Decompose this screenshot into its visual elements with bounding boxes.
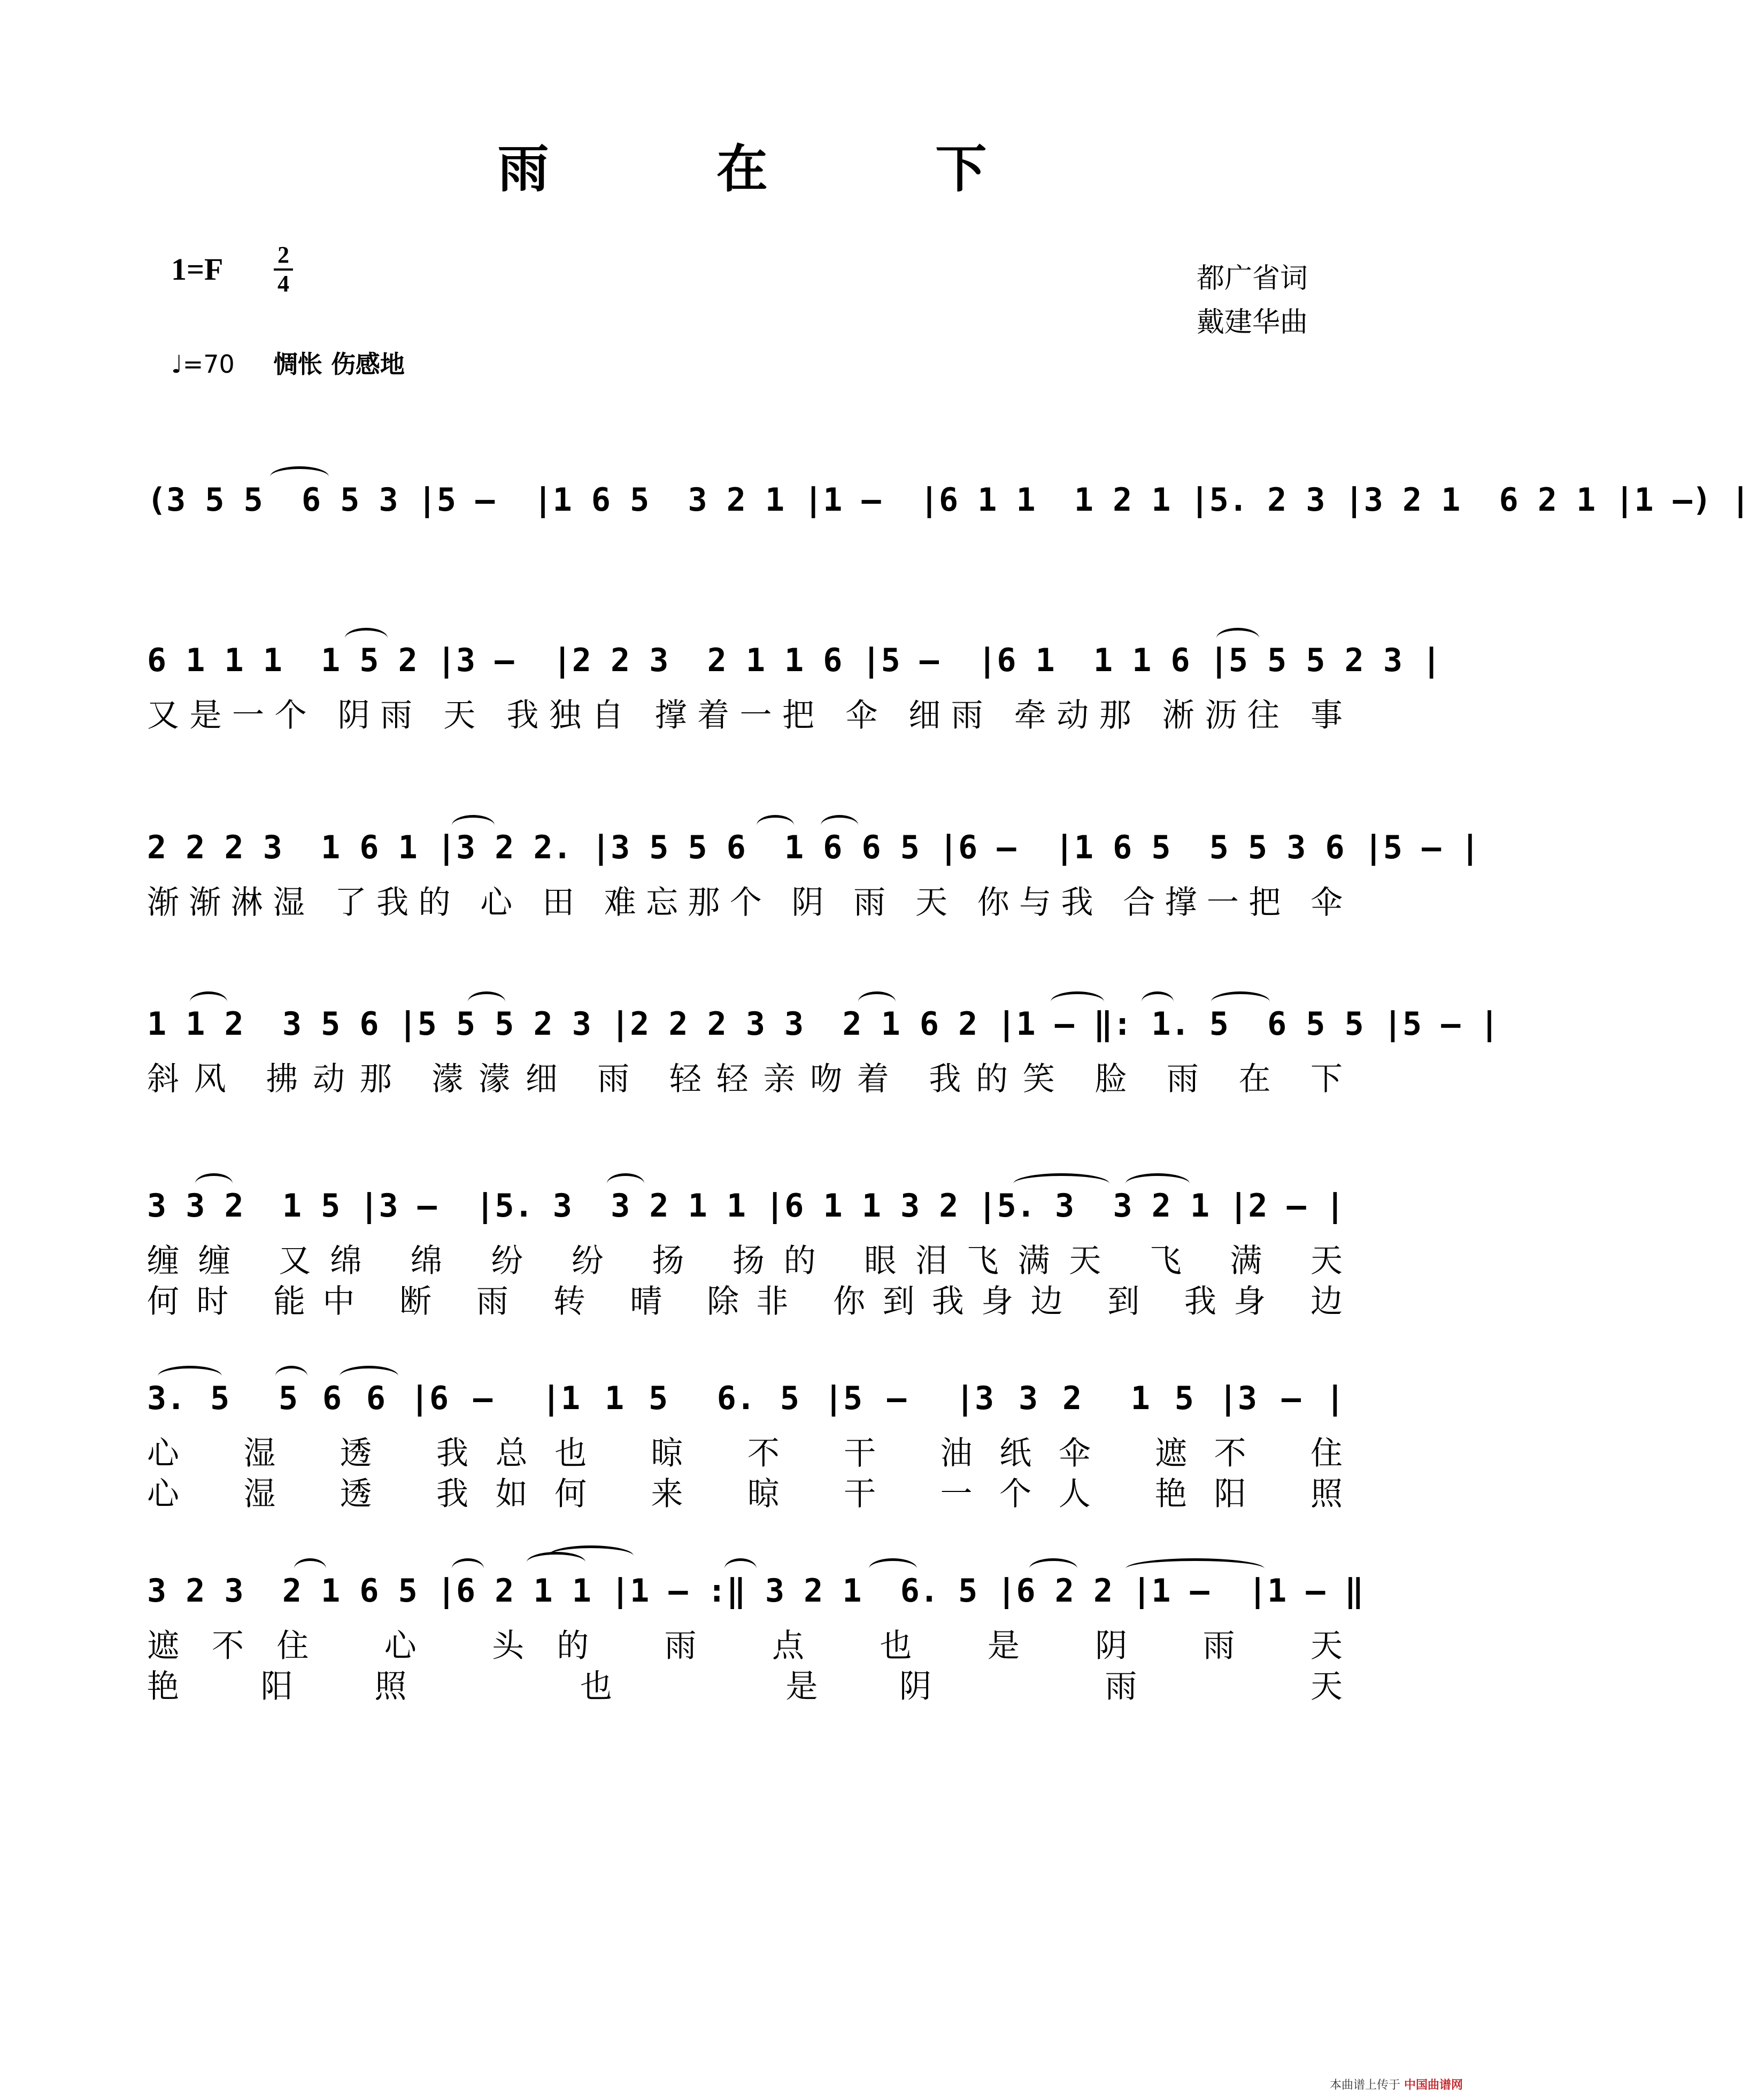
slur-mark [821, 815, 858, 836]
lyrics-verse-2: 何时 能中 断 雨 转 晴 除非 你到我身边 到 我身 边 [147, 1283, 1345, 1320]
slur-mark [452, 815, 495, 836]
time-signature-top: 2 [277, 242, 289, 268]
fermata-mark [1029, 1558, 1077, 1579]
slur-mark [340, 1366, 398, 1387]
notes-line: 2 2 2 3 1 6 1 |3 2 2. |3 5 5 6 1 6 6 5 |6 – |1 6 5 5 5 3 6 |5 – | [147, 829, 1480, 866]
time-signature [270, 242, 297, 297]
lyrics-verse-1: 遮不住 心 头的 雨 点 也 是 阴 雨 天 [147, 1627, 1345, 1665]
slur-mark [858, 991, 896, 1012]
triplet-bracket [270, 466, 329, 487]
notes-line: 1 1 2 3 5 6 |5 5 5 2 3 |2 2 2 3 3 2 1 6 2 |1 – ‖: 1. 5 6 5 5 |5 – | [147, 1005, 1499, 1043]
slur-mark [1211, 991, 1270, 1012]
score-title: 雨 在 下 [497, 139, 1062, 199]
lyrics-verse-1: 心 湿 透 我总也 晾 不 干 油纸伞 遮不 住 [147, 1435, 1345, 1472]
notes-line: 3 2 3 2 1 6 5 |6 2 1 1 |1 – :‖ 3 2 1 6. 5 |6 2 2 |1 – |1 – ‖ [147, 1572, 1364, 1610]
lyrics-verse-2: 心 湿 透 我如何 来 晾 干 一个人 艳阳 照 [147, 1475, 1345, 1513]
tempo-marking [171, 345, 405, 380]
slur-mark [345, 628, 388, 649]
slur-mark [294, 1558, 326, 1579]
lyrics-verse-1: 渐渐淋湿 了我的 心 田 难忘那个 阴 雨 天 你与我 合撑一把 伞 [147, 884, 1345, 921]
music-system-4 [147, 995, 1499, 1118]
slur-mark [607, 1173, 644, 1194]
music-system-1 [147, 471, 1750, 578]
tie-mark [1125, 1558, 1265, 1579]
notes-line: 3. 5 5 6 6 |6 – |1 1 5 6. 5 |5 – |3 3 2 1 5 |3 – | [147, 1380, 1345, 1417]
slur-mark [869, 1558, 917, 1579]
slur-mark [190, 991, 227, 1012]
slur-mark [452, 1558, 484, 1579]
time-signature-bottom: 4 [277, 271, 289, 297]
music-system-3 [147, 818, 1480, 941]
expression-marking: 惆怅 伤感地 [273, 350, 405, 379]
lyrics-verse-1: 缠缠 又绵 绵 纷 纷 扬 扬的 眼泪飞满天 飞 满 天 [147, 1242, 1345, 1280]
music-system-6 [147, 1369, 1345, 1529]
slur-mark [1013, 1173, 1109, 1194]
slur-mark [1125, 1173, 1190, 1194]
composer: 戴建华曲 [1196, 306, 1308, 339]
upload-watermark [1330, 2076, 1463, 2093]
notes-line: (3 5 5 6 5 3 |5 – |1 6 5 3 2 1 |1 – |6 1 1 1 2 1 |5. 2 3 |3 2 1 6 2 1 |1 –) | [147, 481, 1750, 519]
tempo-value: ♩=70 [171, 350, 235, 379]
music-system-2 [147, 631, 1441, 754]
slur-mark [757, 815, 794, 836]
slur-mark [1216, 628, 1259, 649]
slur-mark [724, 1558, 757, 1579]
lyricist: 都广省词 [1196, 263, 1308, 295]
lyrics-verse-1: 又是一个 阴雨 天 我独自 撑着一把 伞 细雨 牵动那 淅沥往 事 [147, 697, 1345, 734]
music-system-7 [147, 1561, 1364, 1722]
lyrics-verse-1: 斜风 拂动那 濛濛细 雨 轻轻亲吻着 我的笑 脸 雨 在 下 [147, 1060, 1345, 1098]
tie-mark [548, 1545, 634, 1566]
slur-mark [158, 1366, 222, 1387]
slur-mark [1051, 991, 1104, 1012]
key-signature: 1=F [171, 252, 223, 287]
site-brand: 中国曲谱网 [1404, 2079, 1463, 2092]
slur-mark [275, 1366, 307, 1387]
upload-note: 本曲谱上传于 [1329, 2079, 1400, 2092]
slur-mark [1142, 991, 1174, 1012]
notes-line: 3 3 2 1 5 |3 – |5. 3 3 2 1 1 |6 1 1 3 2 |5. 3 3 2 1 |2 – | [147, 1187, 1345, 1225]
music-system-5 [147, 1176, 1345, 1337]
credits [1197, 257, 1308, 344]
slur-mark [468, 991, 505, 1012]
notes-line: 6 1 1 1 1 5 2 |3 – |2 2 3 2 1 1 6 |5 – |6 1 1 1 6 |5 5 5 2 3 | [147, 642, 1441, 679]
slur-mark [195, 1173, 233, 1194]
lyrics-verse-2: 艳阳照 也 是阴 雨 天 [147, 1668, 1345, 1705]
